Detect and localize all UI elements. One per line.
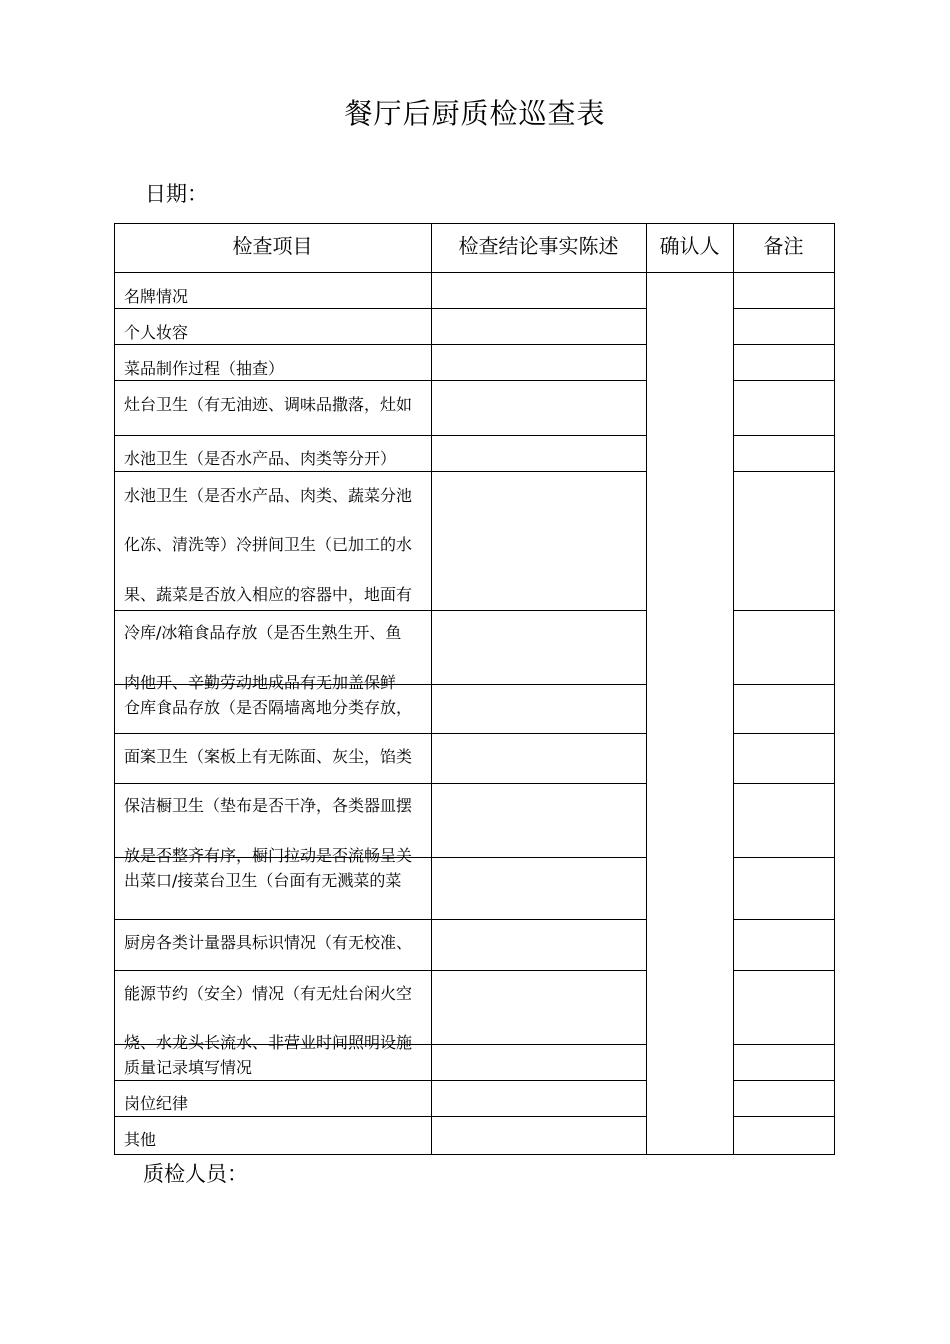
item-text: 化冻、清洗等）冷拼间卫生（已加工的水 — [124, 536, 413, 554]
col-divider-2 — [646, 223, 647, 1155]
row-line — [114, 610, 647, 611]
row-line — [733, 471, 835, 472]
inspector-label: 质检人员： — [143, 1162, 248, 1186]
row-line — [114, 344, 647, 345]
header-item: 检查项目 — [232, 234, 313, 258]
row-line — [733, 684, 835, 685]
table-left-border — [114, 223, 115, 1155]
table-top-border — [114, 223, 835, 224]
row-line — [733, 1116, 835, 1117]
row-line — [733, 857, 835, 858]
row-line — [114, 380, 647, 381]
row-line — [733, 344, 835, 345]
header-conclusion: 检查结论事实陈述 — [458, 234, 619, 258]
row-line — [733, 733, 835, 734]
item-text: 烧、水龙头长流水、非营业时间照明设施 — [124, 1034, 413, 1052]
item-text: 其他 — [124, 1131, 157, 1149]
item-text: 菜品制作过程（抽查） — [124, 360, 285, 378]
item-text: 肉他开、辛勤劳动地成品有无加盖保鲜 — [124, 674, 397, 692]
item-text: 仓库食品存放（是否隔墙离地分类存放， — [124, 699, 413, 717]
header-bottom-border — [114, 272, 835, 273]
table-right-border — [834, 223, 835, 1155]
item-text: 水池卫生（是否水产品、肉类等分开） — [124, 450, 397, 468]
row-line — [114, 471, 647, 472]
item-text: 能源节约（安全）情况（有无灶台闲火空 — [124, 985, 413, 1003]
item-text: 名牌情况 — [124, 288, 189, 306]
row-line — [733, 783, 835, 784]
row-line — [733, 1080, 835, 1081]
item-text: 灶台卫生（有无油迹、调味品撒落，灶如 — [124, 396, 413, 414]
header-confirmer: 确认人 — [659, 234, 720, 258]
item-text: 放是否整齐有序，橱门拉动是否流畅呈关 — [124, 847, 413, 865]
item-text: 果、蔬菜是否放入相应的容器中，地面有 — [124, 586, 413, 604]
table-bottom-border — [114, 1154, 835, 1155]
item-text: 岗位纪律 — [124, 1095, 189, 1113]
row-line — [733, 919, 835, 920]
row-line — [733, 435, 835, 436]
row-line — [114, 308, 647, 309]
item-text: 面案卫生（案板上有无陈面、灰尘，馅类 — [124, 748, 413, 766]
row-line — [114, 1116, 647, 1117]
row-line — [733, 1044, 835, 1045]
row-line — [114, 435, 647, 436]
row-line — [733, 610, 835, 611]
row-line — [114, 783, 647, 784]
row-line — [114, 970, 647, 971]
row-line — [114, 919, 647, 920]
item-text: 质量记录填写情况 — [124, 1059, 253, 1077]
header-remarks: 备注 — [763, 234, 804, 258]
item-text: 冷库/冰箱食品存放（是否生熟生开、鱼 — [124, 624, 402, 642]
row-line — [114, 1080, 647, 1081]
item-text: 保洁橱卫生（垫布是否干净，各类器皿摆 — [124, 797, 413, 815]
item-text: 水池卫生（是否水产品、肉类、蔬菜分池 — [124, 487, 413, 505]
col-divider-1 — [431, 223, 432, 1155]
row-line — [733, 380, 835, 381]
date-label: 日期： — [145, 182, 208, 206]
row-line — [733, 970, 835, 971]
row-line — [733, 308, 835, 309]
page-title: 餐厅后厨质检巡查表 — [344, 97, 606, 130]
row-line — [114, 733, 647, 734]
item-text: 个人妆容 — [124, 324, 189, 342]
item-text: 出菜口/接菜台卫生（台面有无溅菜的菜 — [124, 872, 402, 890]
item-text: 厨房各类计量器具标识情况（有无校准、 — [124, 934, 413, 952]
col-divider-3 — [733, 223, 734, 1155]
